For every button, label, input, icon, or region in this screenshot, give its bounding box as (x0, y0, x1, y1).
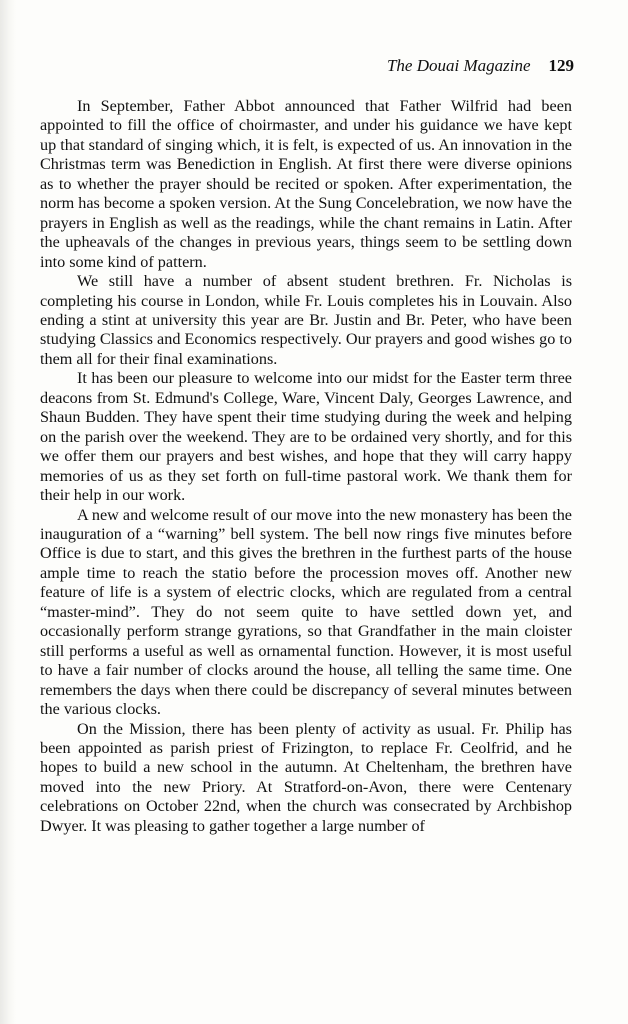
paragraph-student-brethren: We still have a number of absent student brethren. Fr. Nicholas is completing his course in London, while Fr. Louis completes his in Louvain. Also ending a stint at university this year are Br. Justin and Br. Peter, who have been studying Classics and Economics respectively. Our prayers and good wishes go to them all for their final examinations. (40, 272, 572, 368)
page-edge-shadow (0, 0, 16, 1024)
paragraph-deacons: It has been our pleasure to welcome into our midst for the Easter term three deacons from St. Edmund's College, Ware, Vincent Daly, Georges Lawrence, and Shaun Budden. They have spent their time studying during the week and helping on the parish over the weekend. They are to be ordained very shortly, and for this we offer them our prayers and best wishes, and hope that they will carry happy memories of us as they set forth on full-time pastoral work. We thank them for their help in our work. (40, 369, 572, 505)
paragraph-mission: On the Mission, there has been plenty of activity as usual. Fr. Philip has been appointed as parish priest of Frizington, to replace Fr. Ceolfrid, and he hopes to build a new school in the autumn. At Cheltenham, the brethren have moved into the new Priory. At Stratford-on-Avon, there were Centenary celebrations on October 22nd, when the church was consecrated by Archbishop Dwyer. It was pleasing to gather together a large number of (40, 719, 572, 835)
article-body (40, 97, 572, 836)
paragraph-bell-and-clocks: A new and welcome result of our move into the new monastery has been the inauguration of a “warning” bell system. The bell now rings five minutes before Office is due to start, and this gives the brethren in the furthest parts of the house ample time to reach the statio before the procession moves off. Another new feature of life is a system of electric clocks, which are regulated from a central “master-mind”. They do not seem quite to have settled down yet, and occasionally perform strange gyrations, so that Grandfather in the main cloister still performs a useful as well as ornamental function. However, it is most useful to have a fair number of clocks around the house, all telling the same time. One remembers the days when there could be discrepancy of several minutes between the various clocks. (40, 505, 572, 719)
magazine-title: The Douai Magazine (386, 56, 531, 75)
paragraph-choirmaster: In September, Father Abbot announced that Father Wilfrid had been appointed to fill the office of choirmaster, and under his guidance we have kept up that standard of singing which, it is felt, is expected of us. An innovation in the Christmas term was Benediction in English. At first there were diverse opinions as to whether the prayer should be recited or spoken. After experimentation, the norm has become a spoken version. At the Sung Concelebration, we now have the prayers in English as well as the readings, while the chant remains in Latin. After the upheavals of the changes in previous years, things seem to be settling down into some kind of pattern. (40, 97, 572, 271)
page-number: 129 (548, 56, 574, 75)
running-header (387, 56, 574, 76)
